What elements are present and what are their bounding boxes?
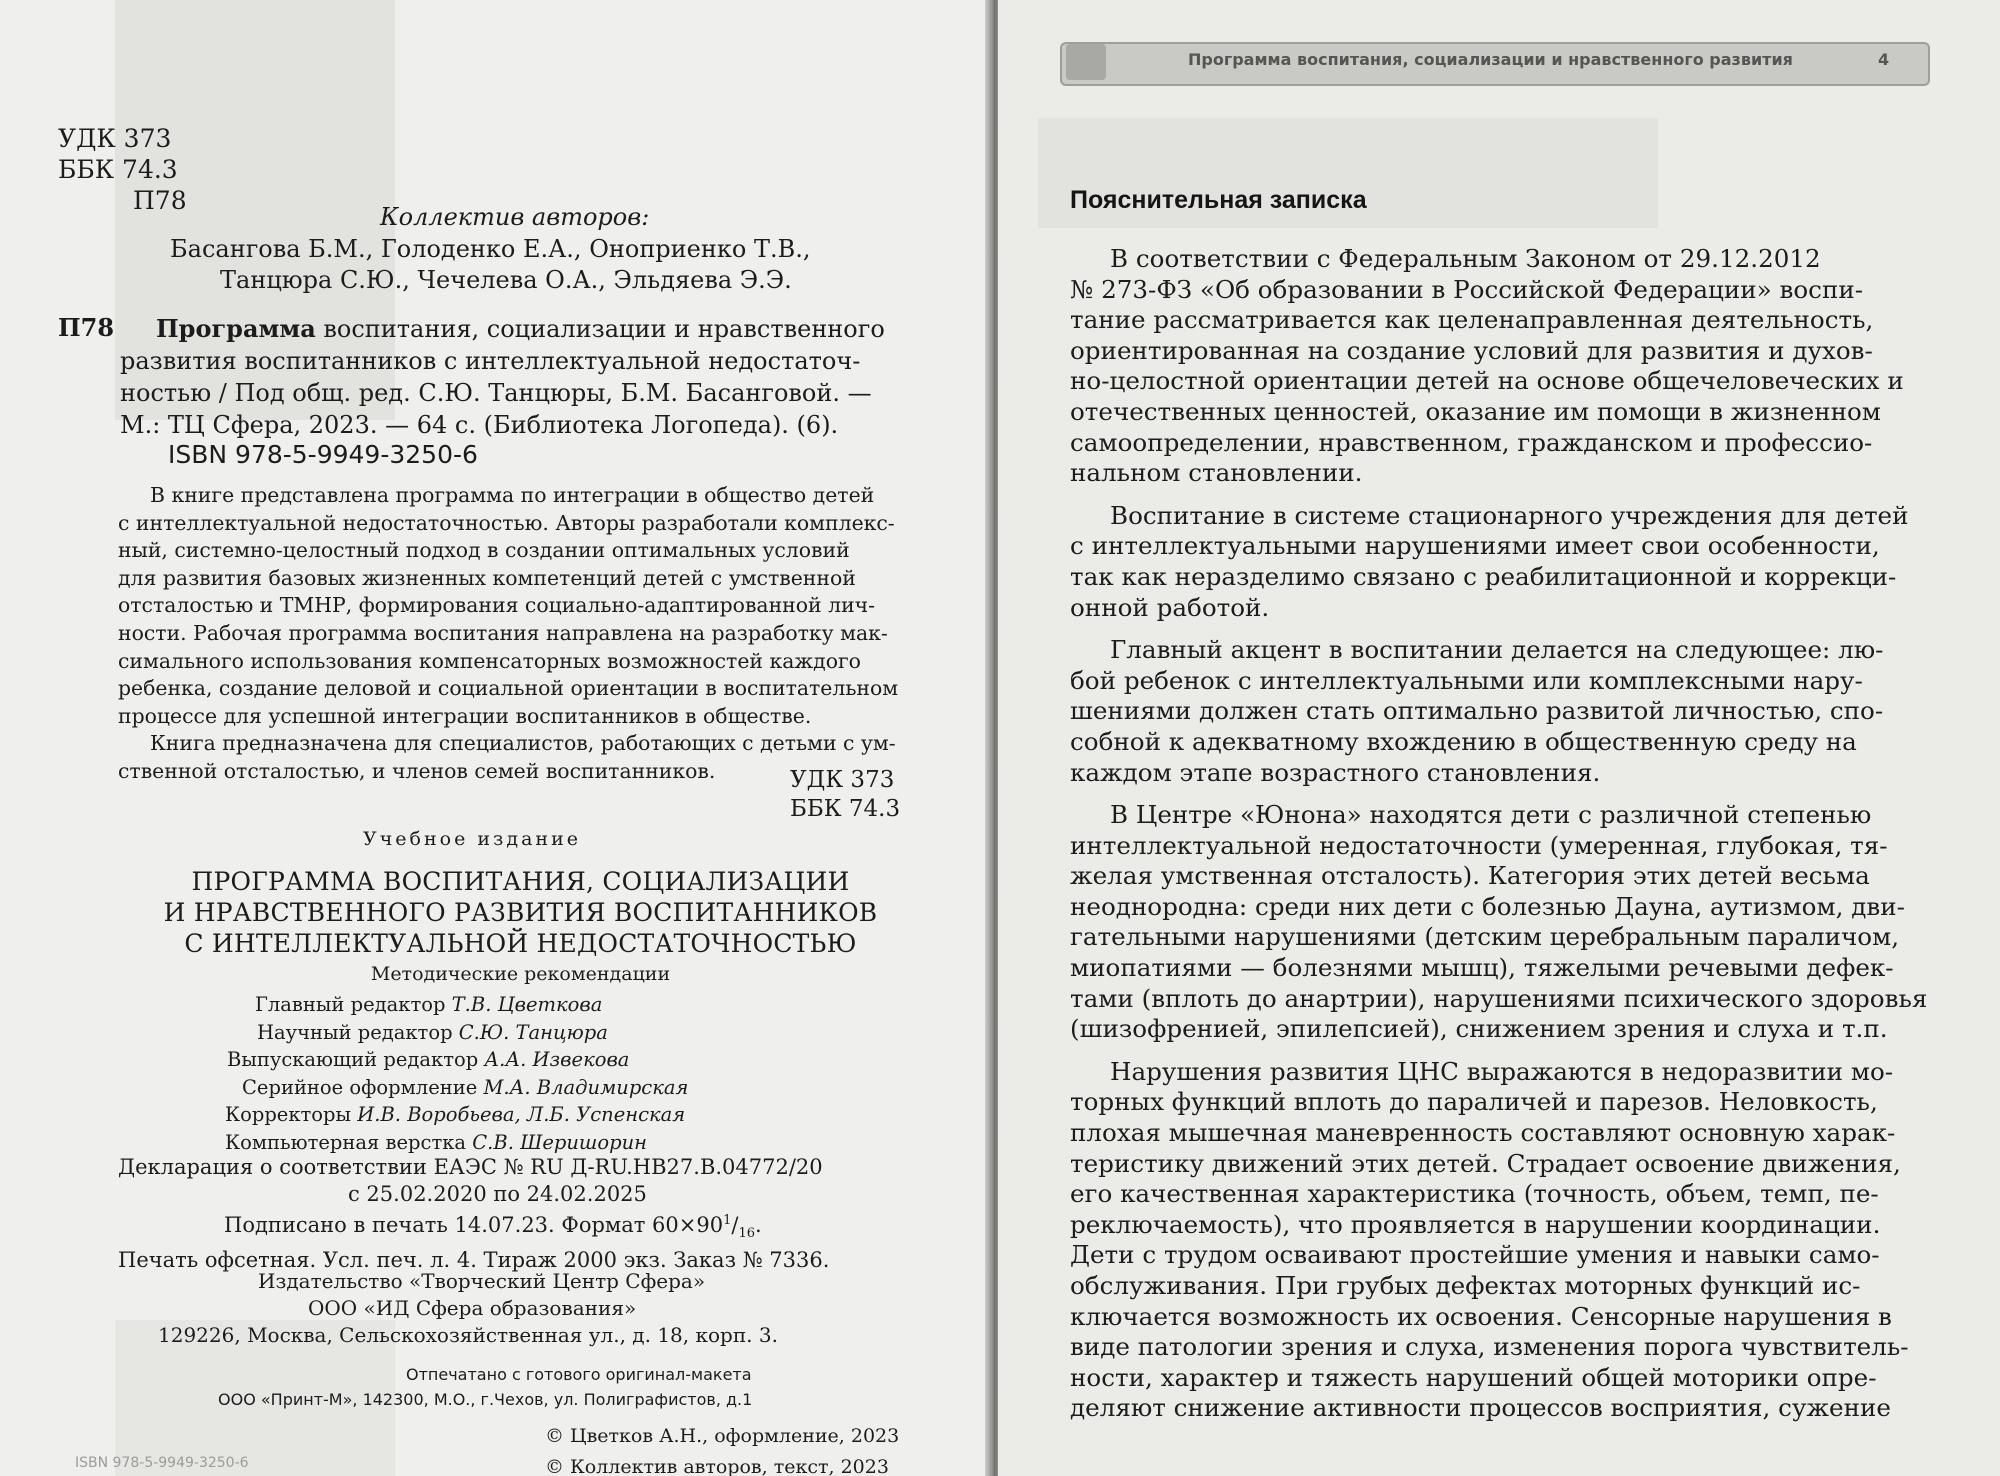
copyright [545,1421,899,1476]
staff-name: С.В. Шеришорин [472,1130,648,1154]
bibliographic-record [120,313,921,441]
annotation-line: ный, системно-целостный подход в создании оптимальных условий [118,538,850,563]
authors-heading: Коллектив авторов: [380,203,650,231]
staff-role: Компьютерная верстка [225,1130,473,1154]
publisher-line: Издательство «Творческий Центр Сфера» [258,1269,706,1293]
declaration-line: с 25.02.2020 по 24.02.2025 [348,1182,647,1206]
body-line: интеллектуальной недостаточности (умеренная, глубокая, тя- [1070,830,1888,860]
annotation [118,482,923,786]
staff-name: С.Ю. Танцюра [458,1020,608,1044]
left-page [0,0,990,1476]
authors-line: Танцюра С.Ю., Чечелева О.А., Эльдяева Э.Э. [220,266,792,294]
staff-role: Научный редактор [257,1020,459,1044]
book-title-line: ПРОГРАММА ВОСПИТАНИЯ, СОЦИАЛИЗАЦИИ [191,867,850,896]
body-line: собной к адекватному вхождению в общественную среду на [1070,726,1857,756]
body-line: ключается возможность их освоения. Сенсорные нарушения в [1070,1301,1892,1331]
udk-code: УДК 373 [790,767,895,793]
book-title [118,866,923,959]
format-denominator: 16 [738,1226,756,1242]
subtitle: Методические рекомендации [370,963,671,985]
body-line: (шизофренией, эпилепсией), снижением зрения и слуха и т.п. [1070,1014,1888,1044]
edition-type: Учебное издание [363,828,581,850]
body-line: отечественных ценностей, оказание им помощи в жизненном [1070,396,1881,426]
paragraph-gap [1070,623,1930,635]
staff-line [225,1074,688,1102]
body-line: В соответствии с Федеральным Законом от 29.12.2012 [1110,244,1821,273]
body-line: виде патологии зрения и слуха, изменения порога чувствитель- [1070,1332,1909,1362]
body-line: шениями должен стать оптимально развитой личностью, спо- [1070,696,1884,726]
authors-list [170,234,810,296]
body-line: реключаемость), что проявляется в нарушении координации. [1070,1209,1881,1239]
publisher-line: ООО «ИД Сфера образования» [308,1296,637,1320]
staff-role: Главный редактор [255,993,452,1016]
body-line: бой ребенок с интеллектуальными или комплексными нару- [1070,665,1863,695]
footer-isbn: ISBN 978-5-9949-3250-6 [75,1455,249,1471]
body-line: нальном становлении. [1070,458,1363,488]
annotation-line: с интеллектуальной недостаточностью. Авторы разработали комплекс- [118,510,895,535]
staff-line [225,1046,688,1074]
authors-line: Басангова Б.М., Голоденко Е.А., Оноприенко Т.В., [170,235,811,263]
printer-line: Отпечатано с готового оригинал-макета [406,1365,752,1384]
staff-name: И.В. Воробьева, Л.Б. Успенская [357,1103,686,1126]
bbk-code: ББК 74.3 [790,796,901,822]
staff-role: Серийное оформление [242,1075,484,1099]
editorial-staff [225,991,688,1156]
body-line: самоопределении, нравственном, гражданском и профессио- [1070,427,1873,457]
bbk-code: ББК 74.3 [58,155,178,184]
print-details: Печать офсетная. Усл. печ. л. 4. Тираж 2000 экз. Заказ № 7336. [118,1248,830,1273]
body-line: миопатиями — болезнями мышц), тяжелыми речевыми дефек- [1070,953,1894,983]
staff-name: А.А. Извекова [484,1048,630,1071]
body-line: каждом этапе возрастного становления. [1070,757,1601,787]
header-chip [1066,44,1106,80]
copyright-line: © Коллектив авторов, текст, 2023 [545,1456,889,1476]
body-line: неоднородна: среди них дети с болезнью Дауна, аутизмом, дви- [1070,891,1905,921]
body-line: плохая мышечная маневренность составляют основную харак- [1070,1118,1896,1148]
body-line: желая умственная отсталость). Категория этих детей весьма [1070,861,1870,891]
annotation-line: В книге представлена программа по интеграции в общество детей [150,483,875,507]
classification-codes [58,123,187,216]
publisher-info [118,1268,923,1349]
staff-role: Корректоры [225,1103,358,1126]
body-line: В Центре «Юнона» находятся дети с различной степенью [1110,800,1872,830]
body-line: № 273-ФЗ «Об образовании в Российской Федерации» воспи- [1070,274,1864,304]
body-line: Дети с трудом осваивают простейшие умения и навыки само- [1070,1240,1880,1270]
body-line: с интеллектуальными нарушениями имеет свои особенности, [1070,531,1880,561]
running-header: Программа воспитания, социализации и нравственного развития [1188,50,1793,69]
annotation-line: симального использования компенсаторных возможностей каждого [118,648,861,673]
biblio-line: М.: ТЦ Сфера, 2023. — 64 с. (Библиотека Логопеда). (6). [120,411,839,439]
body-line: тами (вплоть до анартрии), нарушениями психического здоровья [1070,983,1928,1013]
staff-line [225,1019,688,1047]
body-line: обслуживания. При грубых дефектах моторных функций ис- [1070,1271,1861,1300]
annotation-line: процессе для успешной интеграции воспитанников в обществе. [118,703,812,728]
annotation-line: для развития базовых жизненных компетенций детей с умственной [118,565,856,590]
author-sign: П78 [133,186,187,215]
publisher-line: 129226, Москва, Сельскохозяйственная ул., д. 18, корп. 3. [158,1323,778,1347]
print-info: Подписано в печать 14.07.23. Формат $60\times 90^1/_{16}$. Печать офсетная. Усл. печ. л. 4. Тираж 2000 экз. Заказ № 7336. [118,1213,830,1273]
paragraph-gap [1070,1045,1930,1057]
classification-codes-repeat [790,766,900,824]
page-number: 4 [1878,50,1890,69]
book-title-line: И НРАВСТВЕННОГО РАЗВИТИЯ ВОСПИТАННИКОВ [163,898,878,927]
copyright-line: © Цветков А.Н., оформление, 2023 [545,1425,900,1447]
body-line: ориентированная на создание условий для развития и духов- [1070,335,1873,365]
declaration [118,1154,923,1208]
book-title-line: С ИНТЕЛЛЕКТУАЛЬНОЙ НЕДОСТАТОЧНОСТЬЮ [184,929,857,958]
section-title: Пояснительная записка [1070,186,1367,214]
biblio-line: ностью / Под общ. ред. С.Ю. Танцюры, Б.М. Басанговой. — [120,379,872,407]
biblio-line: развития воспитанников с интеллектуальной недостаточ- [120,347,861,375]
body-line: Нарушения развития ЦНС выражаются в недоразвитии мо- [1110,1056,1894,1086]
staff-role: Выпускающий редактор [227,1048,485,1071]
body-line: гательными нарушениями (детским церебральным параличом, [1070,922,1900,952]
isbn: ISBN 978-5-9949-3250-6 [168,440,478,469]
signed-to-print: Подписано в печать 14.07.23. Формат 60×90 [224,1213,724,1237]
staff-name: М.А. Владимирская [483,1075,689,1099]
biblio-line: воспитания, социализации и нравственного [315,315,885,343]
body-line: теристику движений этих детей. Страдает освоение движения, [1070,1148,1901,1178]
body-text [1070,244,1930,1424]
annotation-line: Книга предназначена для специалистов, работающих с детьми с ум- [150,731,896,756]
staff-line [225,1101,688,1129]
right-page [998,0,2000,1476]
body-line: его качественная характеристика (точность, объем, темп, пе- [1070,1179,1879,1209]
printer-info [118,1362,923,1412]
staff-line [225,1129,688,1157]
body-line: ности, характер и тяжесть нарушений общей моторики опре- [1070,1362,1877,1392]
annotation-line: ребенка, создание деловой и социальной ориентации в воспитательном [118,676,899,701]
body-line: тание рассматривается как целенаправленная деятельность, [1070,305,1874,335]
paragraph-gap [1070,788,1930,800]
staff-name: Т.В. Цветкова [451,993,603,1016]
paragraph-gap [1070,489,1930,501]
body-line: онной работой. [1070,592,1270,622]
body-line: Воспитание в системе стационарного учреждения для детей [1110,500,1909,530]
declaration-line: Декларация о соответствии ЕАЭС № RU Д-RU.HB27.B.04772/20 [118,1155,823,1179]
annotation-line: отсталостью и ТМНР, формирования социально-адаптированной лич- [118,593,876,618]
udk-code: УДК 373 [58,124,172,153]
annotation-line: ственной отсталостью, и членов семей воспитанников. [118,758,716,783]
printer-line: ООО «Принт-М», 142300, М.О., г.Чехов, ул. Полиграфистов, д.1 [218,1390,753,1409]
staff-line [225,991,688,1019]
biblio-title-word: Программа [156,314,316,343]
p78-mark: П78 [58,313,115,342]
annotation-line: ности. Рабочая программа воспитания направлена на разработку мак- [118,620,888,645]
body-line: Главный акцент в воспитании делается на следующее: лю- [1110,635,1884,665]
body-line: так как неразделимо связано с реабилитационной и коррекци- [1070,561,1897,591]
format-numerator: 1 [723,1213,732,1228]
body-line: деляют снижение активности процессов восприятия, сужение [1070,1393,1891,1423]
body-line: торных функций вплоть до параличей и парезов. Неловкость, [1070,1087,1878,1117]
body-line: но-целостной ориентации детей на основе общечеловеческих и [1070,366,1904,396]
